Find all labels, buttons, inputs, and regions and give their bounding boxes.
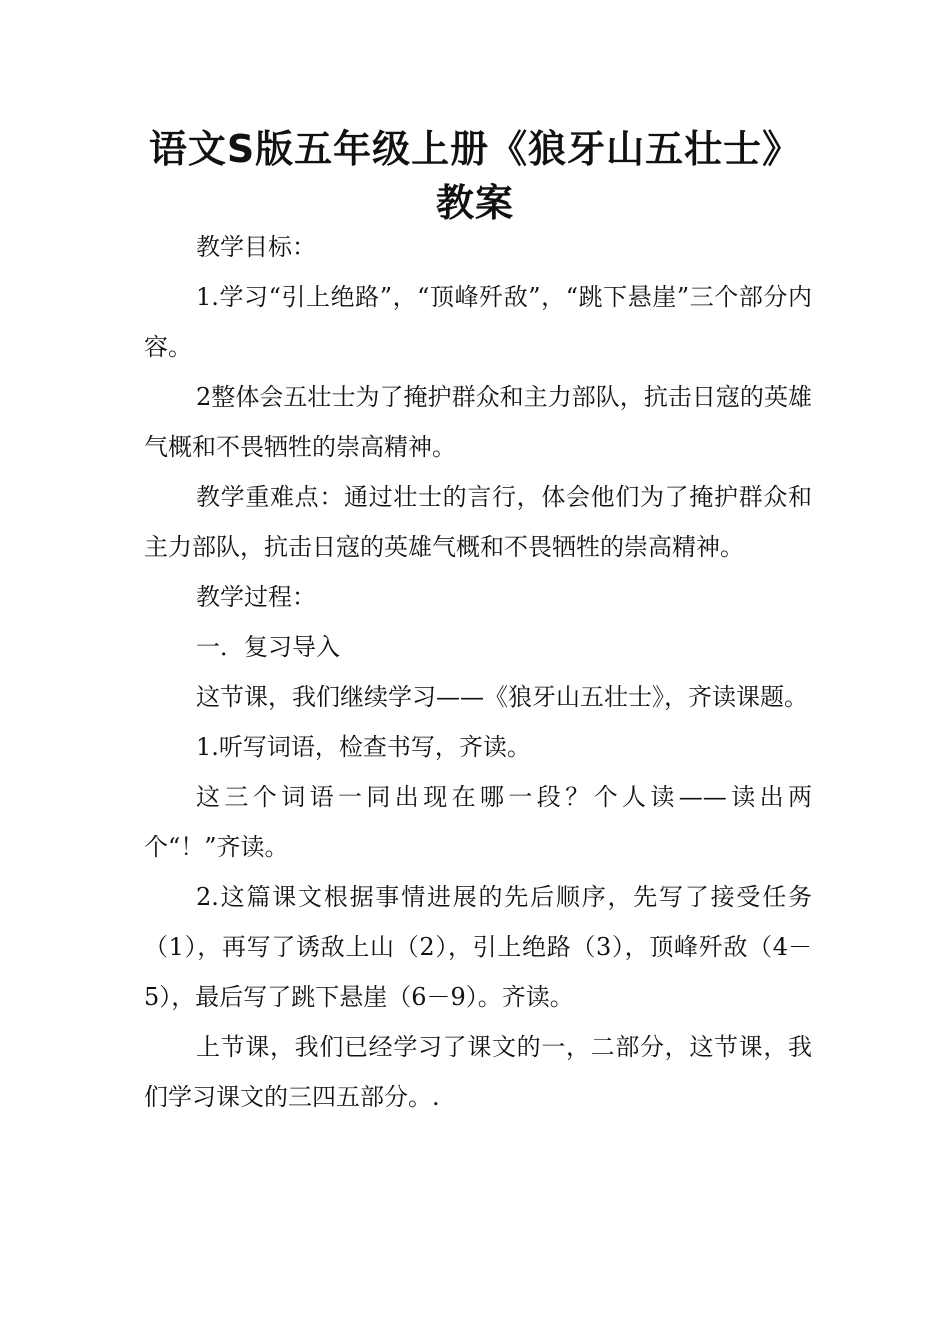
paragraph-process-heading: 教学过程： (196, 583, 316, 611)
paragraph-step-1: 1.听写词语，检查书写，齐读。 (196, 733, 531, 761)
document-body (144, 222, 812, 1122)
paragraph-intro: 这节课，我们继续学习——《狼牙山五壮士》，齐读课题。 (196, 683, 808, 711)
paragraph-objective-2: 2整体会五壮士为了掩护群众和主力部队，抗击日寇的英雄气概和不畏牺牲的崇高精神。 (144, 383, 812, 461)
document-title: 语文S版五年级上册《狼牙山五壮士》教案 (148, 127, 802, 225)
paragraph-section-1-heading: 一．复习导入 (196, 633, 340, 661)
paragraph-step-1-detail: 这三个词语一同出现在哪一段？个人读——读出两个“！”齐读。 (144, 783, 812, 861)
paragraph-summary: 上节课，我们已经学习了课文的一，二部分，这节课，我们学习课文的三四五部分。. (144, 1033, 812, 1111)
paragraph-objective-1: 1.学习“引上绝路”，“顶峰歼敌”，“跳下悬崖”三个部分内容。 (144, 283, 812, 361)
paragraph-step-2: 2.这篇课文根据事情进展的先后顺序，先写了接受任务（1），再写了诱敌上山（2），引上绝路（3），顶峰歼敌（4－5），最后写了跳下悬崖（6－9）。齐读。 (144, 883, 812, 1011)
paragraph-objectives-heading: 教学目标： (196, 233, 316, 261)
paragraph-key-points: 教学重难点：通过壮士的言行，体会他们为了掩护群众和主力部队，抗击日寇的英雄气概和不畏牺牲的崇高精神。 (144, 483, 812, 561)
